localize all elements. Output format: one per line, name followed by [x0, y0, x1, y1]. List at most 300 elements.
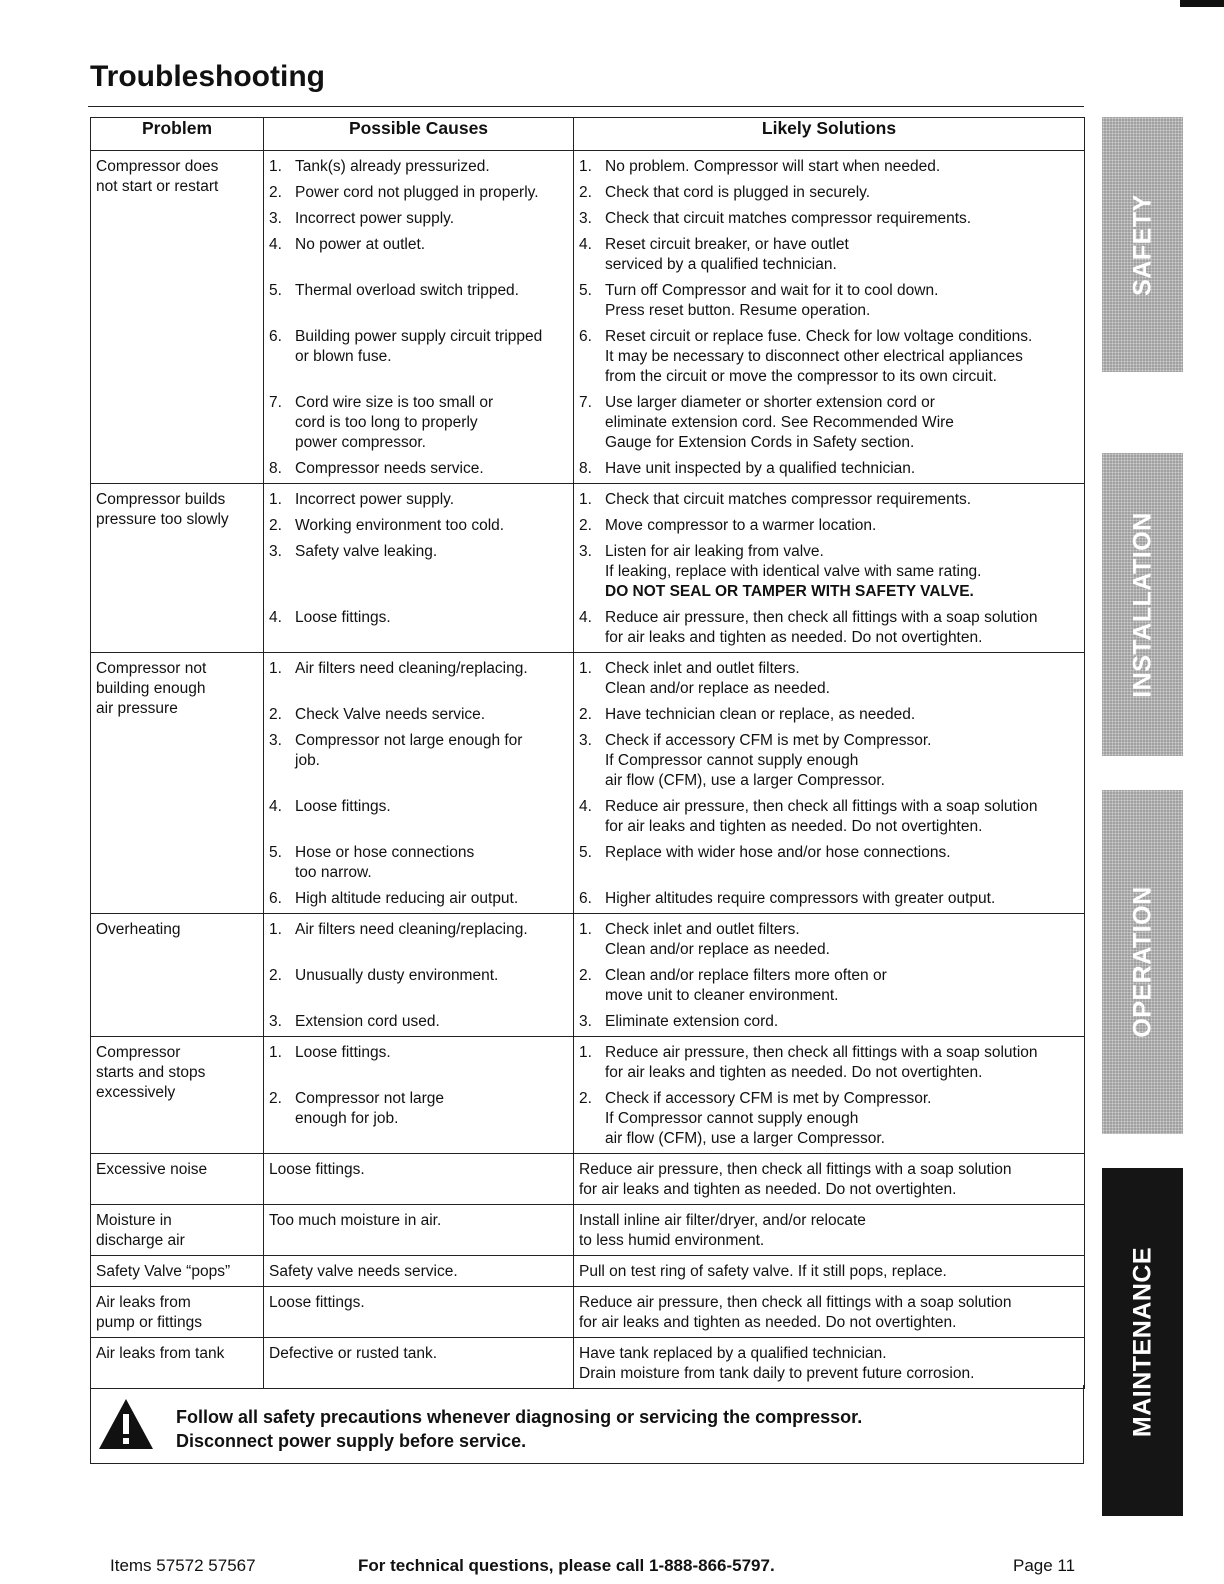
- causes-cell: [264, 914, 574, 1037]
- problem-text: Compressor not: [96, 660, 207, 677]
- problem-text: Air leaks from: [96, 1294, 191, 1311]
- solution-item: [579, 1262, 1079, 1282]
- item-number: 1.: [579, 491, 592, 508]
- cause-item-text: [295, 1012, 568, 1032]
- cause-item: [269, 490, 568, 510]
- solution-item: [579, 1293, 1079, 1333]
- solution-item-text: [605, 1089, 1079, 1149]
- cause-item-text: [295, 157, 568, 177]
- cause-item-text: [295, 920, 568, 960]
- problem-text: discharge air: [96, 1232, 185, 1249]
- warning-triangle-icon: [97, 1397, 155, 1451]
- cause-item: [269, 1043, 568, 1083]
- item-number: 3.: [579, 210, 592, 227]
- side-tab-maintenance[interactable]: [1102, 1168, 1183, 1516]
- item-number: 2.: [269, 517, 282, 534]
- item-number: 4.: [269, 798, 282, 815]
- item-number: 3.: [579, 732, 592, 749]
- solution-item-line: Clean and/or replace as needed.: [605, 941, 830, 958]
- solution-item: [579, 843, 1079, 883]
- solution-item-text: [579, 1211, 1079, 1251]
- solution-item-line: for air leaks and tighten as needed. Do not overtighten.: [605, 818, 983, 835]
- cause-item-line: Defective or rusted tank.: [269, 1345, 437, 1362]
- solutions-cell: [574, 151, 1085, 484]
- item-number: 4.: [579, 609, 592, 626]
- solution-item-line: from the circuit or move the compressor to its own circuit.: [605, 368, 997, 385]
- cause-item: [269, 843, 568, 883]
- cause-item-text: [295, 797, 568, 837]
- problem-cell: [91, 1154, 264, 1205]
- item-number: 5.: [269, 282, 282, 299]
- item-number: 8.: [579, 460, 592, 477]
- table-row: [91, 653, 1085, 914]
- item-number: 2.: [579, 517, 592, 534]
- cause-item-text: [295, 889, 568, 909]
- item-number: 2.: [579, 184, 592, 201]
- cause-item: [269, 608, 568, 628]
- solution-item: [579, 920, 1079, 960]
- solution-item-line: If Compressor cannot supply enough: [605, 752, 859, 769]
- solution-item-text: [605, 797, 1079, 837]
- cause-item-line: Air filters need cleaning/replacing.: [295, 921, 528, 938]
- solution-item-line: Reduce air pressure, then check all fittings with a soap solution: [605, 609, 1038, 626]
- problem-text: Air leaks from tank: [96, 1345, 225, 1362]
- causes-cell: [264, 1037, 574, 1154]
- solution-item-line: for air leaks and tighten as needed. Do not overtighten.: [605, 1064, 983, 1081]
- page-title: Troubleshooting: [90, 60, 325, 93]
- table-row: [91, 1287, 1085, 1338]
- solution-item-text: [605, 235, 1079, 275]
- solution-item-line: Check inlet and outlet filters.: [605, 921, 800, 938]
- item-number: 1.: [579, 158, 592, 175]
- solution-item-text: [605, 705, 1079, 725]
- solution-item-line: Check if accessory CFM is met by Compressor.: [605, 1090, 932, 1107]
- cause-item: [269, 1344, 568, 1364]
- problem-cell: [91, 653, 264, 914]
- cause-item: [269, 1012, 568, 1032]
- solutions-cell: [574, 1154, 1085, 1205]
- cause-item-text: [295, 608, 568, 628]
- causes-cell: [264, 1256, 574, 1287]
- solution-item-line: Clean and/or replace as needed.: [605, 680, 830, 697]
- solution-item: [579, 966, 1079, 1006]
- item-number: 1.: [269, 158, 282, 175]
- solution-item-text: [605, 843, 1079, 883]
- solution-item-line: If leaking, replace with identical valve with same rating.: [605, 563, 982, 580]
- cause-item-text: [295, 327, 568, 387]
- cause-item-text: [269, 1211, 568, 1231]
- footer-item-numbers: Items 57572 57567: [110, 1556, 256, 1575]
- item-number: 3.: [269, 543, 282, 560]
- solution-item-line: Reduce air pressure, then check all fittings with a soap solution: [605, 1044, 1038, 1061]
- problem-cell: [91, 1287, 264, 1338]
- item-number: 8.: [269, 460, 282, 477]
- cause-item-line: Loose fittings.: [295, 609, 391, 626]
- solution-item-line: Reset circuit or replace fuse. Check for low voltage conditions.: [605, 328, 1033, 345]
- solution-item-line: Reduce air pressure, then check all fittings with a soap solution: [579, 1161, 1012, 1178]
- item-number: 4.: [269, 609, 282, 626]
- cause-item: [269, 966, 568, 1006]
- solution-item-text: [605, 281, 1079, 321]
- cause-item-text: [295, 183, 568, 203]
- troubleshooting-table: [90, 117, 1085, 1389]
- solution-item-line: Check if accessory CFM is met by Compressor.: [605, 732, 932, 749]
- cause-item-line: Hose or hose connections: [295, 844, 475, 861]
- side-tab-safety[interactable]: [1102, 117, 1183, 372]
- item-number: 1.: [579, 921, 592, 938]
- cause-item-text: [295, 516, 568, 536]
- solutions-cell: [574, 1287, 1085, 1338]
- solution-item-line: Move compressor to a warmer location.: [605, 517, 877, 534]
- solution-item-line: Replace with wider hose and/or hose connections.: [605, 844, 951, 861]
- warning-box: [90, 1385, 1084, 1464]
- solution-item-line: Reduce air pressure, then check all fittings with a soap solution: [605, 798, 1038, 815]
- solution-item-text: [605, 209, 1079, 229]
- cause-item-line: Working environment too cold.: [295, 517, 505, 534]
- side-tab-label: OPERATION: [1128, 886, 1156, 1038]
- solution-item: [579, 1043, 1079, 1083]
- solution-item-line: Have unit inspected by a qualified technician.: [605, 460, 916, 477]
- table-row: [91, 914, 1085, 1037]
- solution-item-line: Listen for air leaking from valve.: [605, 543, 824, 560]
- item-number: 2.: [579, 706, 592, 723]
- cause-item-text: [295, 459, 568, 479]
- cause-item-text: [295, 705, 568, 725]
- item-number: 3.: [269, 210, 282, 227]
- cause-item: [269, 920, 568, 960]
- problem-text: Compressor: [96, 1044, 181, 1061]
- solution-item: [579, 1211, 1079, 1251]
- item-number: 2.: [269, 1090, 282, 1107]
- causes-cell: [264, 1154, 574, 1205]
- cause-item-line: Safety valve leaking.: [295, 543, 438, 560]
- solutions-cell: [574, 653, 1085, 914]
- problem-text: Overheating: [96, 921, 181, 938]
- problem-cell: [91, 1037, 264, 1154]
- solution-item-line: eliminate extension cord. See Recommended Wire: [605, 414, 954, 431]
- item-number: 4.: [269, 236, 282, 253]
- solution-item-line: Reset circuit breaker, or have outlet: [605, 236, 849, 253]
- solution-item-line: Drain moisture from tank daily to prevent future corrosion.: [579, 1365, 975, 1382]
- header-likely-solutions: Likely Solutions: [574, 118, 1085, 151]
- cause-item: [269, 459, 568, 479]
- solution-item-line: Install inline air filter/dryer, and/or relocate: [579, 1212, 866, 1229]
- item-number: 4.: [579, 236, 592, 253]
- solution-item-text: [605, 516, 1079, 536]
- cause-item: [269, 1211, 568, 1231]
- cause-item-text: [295, 393, 568, 453]
- table-row: [91, 1338, 1085, 1389]
- table-row: [91, 484, 1085, 653]
- solution-item: [579, 731, 1079, 791]
- cause-item: [269, 542, 568, 602]
- solution-item-text: [605, 659, 1079, 699]
- item-number: 5.: [579, 282, 592, 299]
- solution-item-line: air flow (CFM), use a larger Compressor.: [605, 772, 885, 789]
- cause-item-text: [295, 966, 568, 1006]
- problem-text: building enough: [96, 680, 206, 697]
- cause-item: [269, 157, 568, 177]
- item-number: 2.: [579, 967, 592, 984]
- cause-item: [269, 393, 568, 453]
- item-number: 5.: [269, 844, 282, 861]
- item-number: 7.: [579, 394, 592, 411]
- problem-text: Excessive noise: [96, 1161, 208, 1178]
- cause-item-line: Loose fittings.: [269, 1161, 365, 1178]
- solution-item-line: serviced by a qualified technician.: [605, 256, 837, 273]
- cause-item-line: Loose fittings.: [295, 1044, 391, 1061]
- solution-item-text: [605, 157, 1079, 177]
- solution-item: [579, 327, 1079, 387]
- item-number: 3.: [579, 543, 592, 560]
- cause-item-text: [269, 1293, 568, 1313]
- table-row: [91, 1205, 1085, 1256]
- cause-item-text: [295, 1043, 568, 1083]
- item-number: 1.: [579, 660, 592, 677]
- table-row: [91, 1154, 1085, 1205]
- cause-item: [269, 659, 568, 699]
- solution-item-line: move unit to cleaner environment.: [605, 987, 839, 1004]
- side-tab-label: MAINTENANCE: [1128, 1246, 1156, 1438]
- item-number: 1.: [269, 660, 282, 677]
- cause-item: [269, 281, 568, 321]
- item-number: 3.: [269, 1013, 282, 1030]
- problem-cell: [91, 1338, 264, 1389]
- solution-item-line: Higher altitudes require compressors with greater output.: [605, 890, 996, 907]
- cause-item: [269, 1262, 568, 1282]
- table-header-row: [91, 118, 1085, 151]
- solution-item: [579, 490, 1079, 510]
- cause-item-text: [295, 209, 568, 229]
- solution-item-line: Check inlet and outlet filters.: [605, 660, 800, 677]
- item-number: 2.: [579, 1090, 592, 1107]
- cause-item-line: No power at outlet.: [295, 236, 426, 253]
- solution-item-text: [605, 889, 1079, 909]
- warning-text: [176, 1405, 862, 1453]
- problem-text: Compressor does: [96, 158, 219, 175]
- causes-cell: [264, 151, 574, 484]
- cause-item-line: Check Valve needs service.: [295, 706, 486, 723]
- cause-item-text: [295, 281, 568, 321]
- solution-item-text: [605, 393, 1079, 453]
- solution-item-text: [579, 1160, 1079, 1200]
- solution-item-line: Pull on test ring of safety valve. If it still pops, replace.: [579, 1263, 947, 1280]
- solution-item: [579, 1089, 1079, 1149]
- cause-item-text: [295, 731, 568, 791]
- solution-item-text: [605, 490, 1079, 510]
- solution-item-text: [605, 459, 1079, 479]
- causes-cell: [264, 653, 574, 914]
- cause-item-line: Safety valve needs service.: [269, 1263, 458, 1280]
- problem-cell: [91, 1256, 264, 1287]
- item-number: 1.: [269, 1044, 282, 1061]
- problem-text: not start or restart: [96, 178, 219, 195]
- table-body: [91, 151, 1085, 1389]
- cause-item-line: Building power supply circuit tripped: [295, 328, 543, 345]
- solution-item-line: for air leaks and tighten as needed. Do not overtighten.: [605, 629, 983, 646]
- solution-item: [579, 281, 1079, 321]
- cause-item: [269, 1293, 568, 1313]
- solutions-cell: [574, 1205, 1085, 1256]
- solution-item-text: [605, 542, 1079, 602]
- solution-item: [579, 1344, 1079, 1384]
- solution-item: [579, 183, 1079, 203]
- cause-item-line: High altitude reducing air output.: [295, 890, 519, 907]
- solution-item: [579, 459, 1079, 479]
- solution-item-text: [605, 920, 1079, 960]
- cause-item-line: Incorrect power supply.: [295, 491, 455, 508]
- item-number: 6.: [269, 890, 282, 907]
- problem-text: air pressure: [96, 700, 178, 717]
- footer-tech-support: For technical questions, please call 1-888-866-5797.: [358, 1556, 775, 1575]
- solution-item: [579, 705, 1079, 725]
- solutions-cell: [574, 914, 1085, 1037]
- solution-item-text: [605, 183, 1079, 203]
- corner-registration-mark: [1180, 0, 1224, 7]
- solutions-cell: [574, 484, 1085, 653]
- item-number: 2.: [269, 706, 282, 723]
- causes-cell: [264, 1205, 574, 1256]
- problem-cell: [91, 151, 264, 484]
- problem-text: Compressor builds: [96, 491, 226, 508]
- table-row: [91, 1256, 1085, 1287]
- solution-item: [579, 209, 1079, 229]
- warning-line: Follow all safety precautions whenever diagnosing or servicing the compressor.: [176, 1407, 863, 1427]
- solution-item: [579, 1160, 1079, 1200]
- cause-item: [269, 183, 568, 203]
- solution-item-line: Have tank replaced by a qualified technician.: [579, 1345, 887, 1362]
- safety-valve-warning: DO NOT SEAL OR TAMPER WITH SAFETY VALVE.: [605, 583, 974, 600]
- cause-item-line: too narrow.: [295, 864, 372, 881]
- cause-item-text: [269, 1344, 568, 1364]
- problem-text: pump or fittings: [96, 1314, 202, 1331]
- solution-item-text: [605, 1012, 1079, 1032]
- problem-text: Safety Valve “pops”: [96, 1263, 231, 1280]
- side-tab-operation[interactable]: [1102, 790, 1183, 1134]
- solution-item-line: Have technician clean or replace, as needed.: [605, 706, 916, 723]
- cause-item-line: power compressor.: [295, 434, 426, 451]
- cause-item-line: Air filters need cleaning/replacing.: [295, 660, 528, 677]
- cause-item-line: enough for job.: [295, 1110, 399, 1127]
- cause-item: [269, 731, 568, 791]
- cause-item: [269, 235, 568, 275]
- cause-item: [269, 516, 568, 536]
- item-number: 1.: [269, 491, 282, 508]
- cause-item-line: Extension cord used.: [295, 1013, 440, 1030]
- problem-text: starts and stops: [96, 1064, 206, 1081]
- item-number: 2.: [269, 184, 282, 201]
- side-tab-label: INSTALLATION: [1128, 511, 1156, 698]
- solution-item-text: [579, 1344, 1079, 1384]
- title-rule: [88, 106, 1084, 107]
- footer-page-number: Page 11: [1013, 1556, 1076, 1575]
- cause-item-line: Incorrect power supply.: [295, 210, 455, 227]
- cause-item-text: [295, 542, 568, 602]
- table-row: [91, 151, 1085, 484]
- solution-item-text: [605, 608, 1079, 648]
- cause-item-text: [295, 843, 568, 883]
- cause-item-text: [295, 659, 568, 699]
- cause-item-line: Thermal overload switch tripped.: [295, 282, 519, 299]
- cause-item-line: or blown fuse.: [295, 348, 392, 365]
- solution-item-line: Check that circuit matches compressor requirements.: [605, 210, 972, 227]
- cause-item-line: Compressor needs service.: [295, 460, 484, 477]
- cause-item: [269, 1089, 568, 1129]
- solution-item: [579, 516, 1079, 536]
- problem-cell: [91, 914, 264, 1037]
- cause-item-text: [269, 1160, 568, 1180]
- item-number: 1.: [269, 921, 282, 938]
- cause-item: [269, 327, 568, 387]
- solution-item-text: [605, 966, 1079, 1006]
- solution-item: [579, 608, 1079, 648]
- solution-item-text: [605, 731, 1079, 791]
- solution-item-line: Check that circuit matches compressor requirements.: [605, 491, 972, 508]
- solution-item-line: Check that cord is plugged in securely.: [605, 184, 871, 201]
- solution-item-line: Turn off Compressor and wait for it to cool down.: [605, 282, 939, 299]
- cause-item-line: Too much moisture in air.: [269, 1212, 442, 1229]
- problem-cell: [91, 1205, 264, 1256]
- item-number: 2.: [269, 967, 282, 984]
- solution-item-line: No problem. Compressor will start when needed.: [605, 158, 941, 175]
- cause-item-line: Loose fittings.: [269, 1294, 365, 1311]
- item-number: 1.: [579, 1044, 592, 1061]
- solution-item-line: air flow (CFM), use a larger Compressor.: [605, 1130, 885, 1147]
- cause-item-line: Compressor not large: [295, 1090, 445, 1107]
- side-tab-installation[interactable]: [1102, 453, 1183, 756]
- solution-item: [579, 235, 1079, 275]
- cause-item: [269, 209, 568, 229]
- solution-item-text: [579, 1262, 1079, 1282]
- item-number: 6.: [579, 890, 592, 907]
- cause-item: [269, 705, 568, 725]
- solution-item: [579, 393, 1079, 453]
- problem-cell: [91, 484, 264, 653]
- cause-item-line: Power cord not plugged in properly.: [295, 184, 539, 201]
- solution-item-line: Clean and/or replace filters more often or: [605, 967, 887, 984]
- cause-item-text: [295, 490, 568, 510]
- cause-item: [269, 889, 568, 909]
- solution-item: [579, 157, 1079, 177]
- solutions-cell: [574, 1037, 1085, 1154]
- item-number: 7.: [269, 394, 282, 411]
- solution-item-line: Gauge for Extension Cords in Safety section.: [605, 434, 915, 451]
- problem-text: pressure too slowly: [96, 511, 229, 528]
- cause-item-text: [295, 235, 568, 275]
- cause-item-line: Unusually dusty environment.: [295, 967, 499, 984]
- cause-item-line: cord is too long to properly: [295, 414, 478, 431]
- table-row: [91, 1037, 1085, 1154]
- solution-item-line: to less humid environment.: [579, 1232, 765, 1249]
- solution-item-text: [605, 327, 1079, 387]
- solution-item: [579, 542, 1079, 602]
- item-number: 3.: [269, 732, 282, 749]
- cause-item: [269, 1160, 568, 1180]
- solution-item: [579, 797, 1079, 837]
- solution-item-line: for air leaks and tighten as needed. Do not overtighten.: [579, 1314, 957, 1331]
- solution-item-line: for air leaks and tighten as needed. Do not overtighten.: [579, 1181, 957, 1198]
- solution-item-line: Press reset button. Resume operation.: [605, 302, 871, 319]
- solution-item-line: Reduce air pressure, then check all fittings with a soap solution: [579, 1294, 1012, 1311]
- cause-item-text: [295, 1089, 568, 1129]
- cause-item-line: Cord wire size is too small or: [295, 394, 494, 411]
- cause-item-line: Loose fittings.: [295, 798, 391, 815]
- solution-item: [579, 1012, 1079, 1032]
- solution-item-text: [605, 1043, 1079, 1083]
- warning-line: Disconnect power supply before service.: [176, 1431, 527, 1451]
- cause-item-line: Compressor not large enough for: [295, 732, 523, 749]
- problem-text: Moisture in: [96, 1212, 172, 1229]
